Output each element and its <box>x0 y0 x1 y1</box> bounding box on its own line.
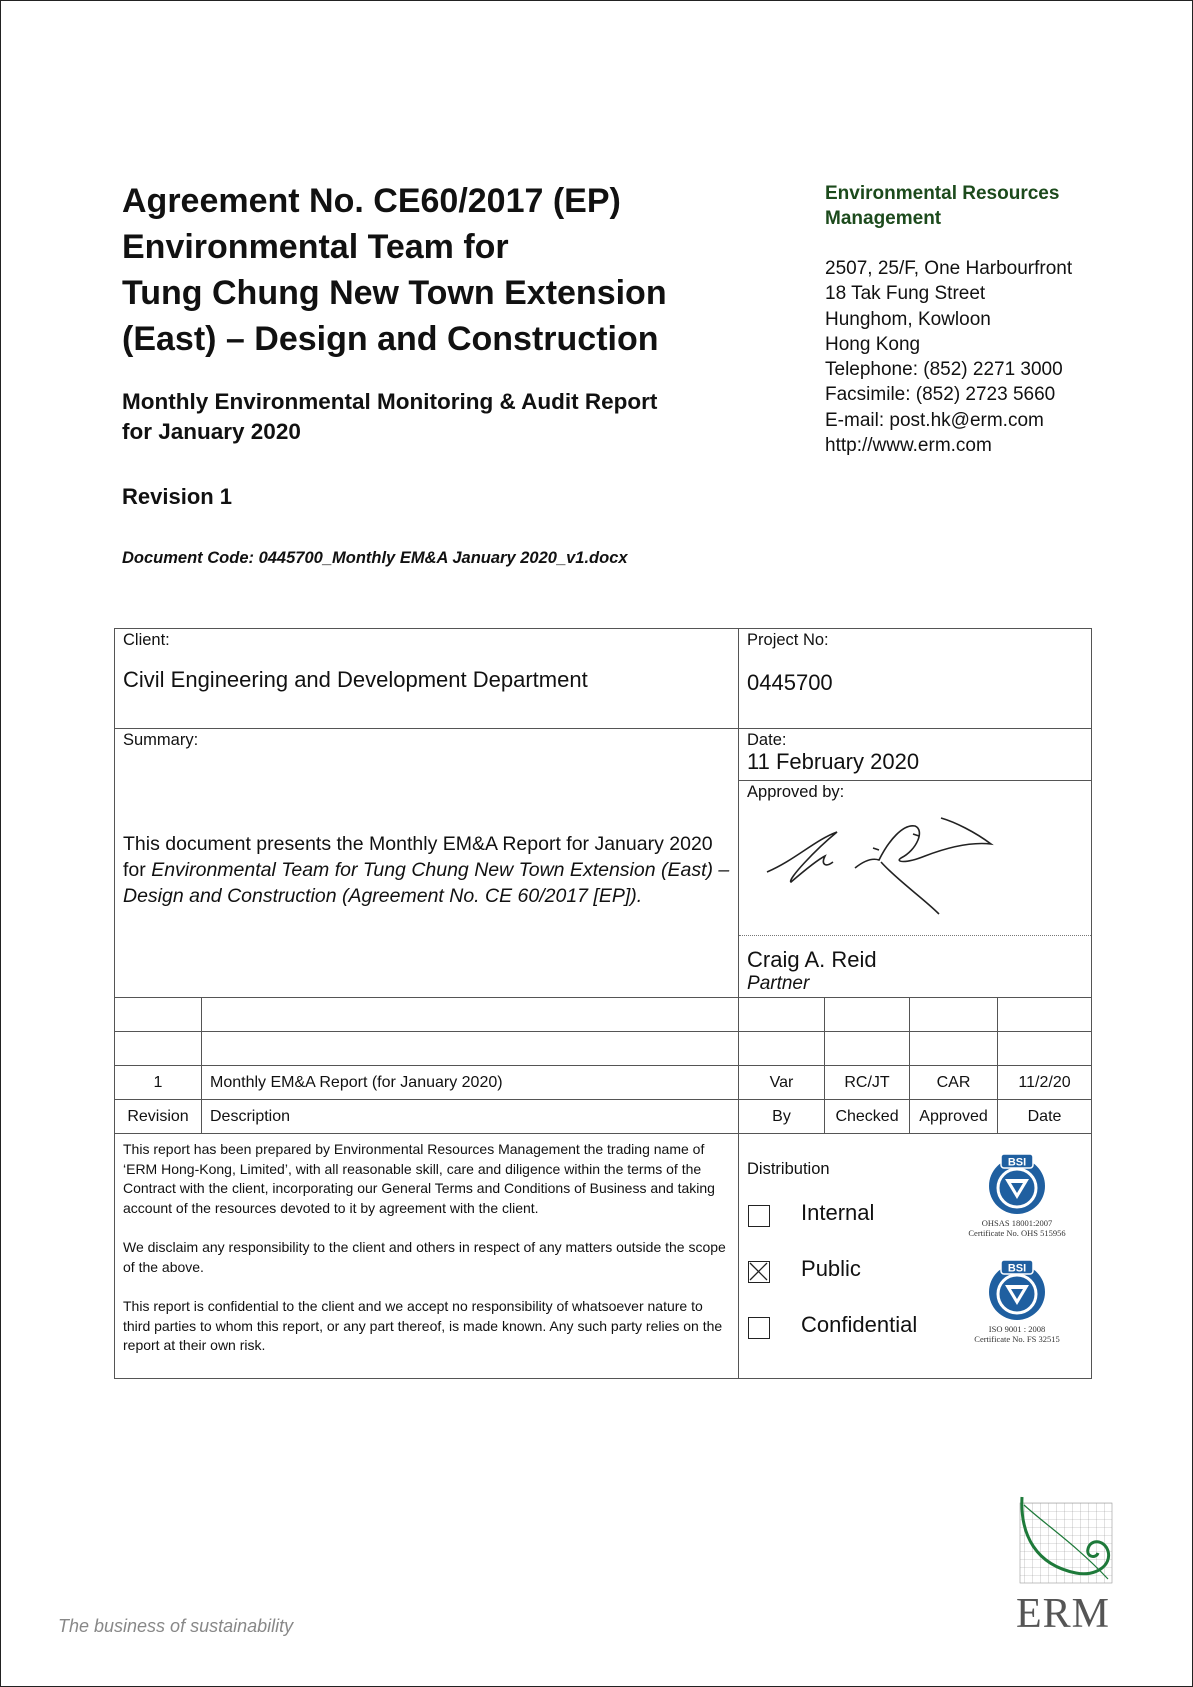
ohsas-cert-caption <box>957 1218 1077 1238</box>
header-revision: Revision <box>115 1100 202 1134</box>
document-code: Document Code: 0445700_Monthly EM&A January 2020_v1.docx <box>122 549 628 567</box>
bsi-badge-text: BSI <box>1007 1262 1027 1275</box>
revision-checked: RC/JT <box>825 1066 910 1100</box>
header-approved: Approved <box>910 1100 998 1134</box>
revision-date: 11/2/20 <box>998 1066 1092 1100</box>
signature-image <box>755 810 1035 930</box>
facsimile: Facsimile: (852) 2723 5660 <box>825 384 1056 406</box>
client-value: Civil Engineering and Development Department <box>123 667 588 692</box>
cert-line: OHSAS 18001:2007 <box>981 1218 1053 1228</box>
internal-checkbox[interactable] <box>748 1205 770 1227</box>
bsi-ohsas-badge-icon <box>985 1152 1049 1216</box>
disclaimer-paragraph: This report is confidential to the client and we accept no responsibility of whatsoever nature to third parties to whom this report, or any part thereof, is made known. Any such party relies on the report at their own risk. <box>123 1298 723 1353</box>
cert-line: Certificate No. OHS 515956 <box>968 1228 1066 1238</box>
summary-text <box>123 831 733 909</box>
approval-cell <box>739 781 1092 998</box>
approver-title: Partner <box>747 973 810 994</box>
date-label: Date: <box>747 731 787 749</box>
disclaimer-paragraph: This report has been prepared by Environmental Resources Management the trading name of ‘ERM Hong-Kong, Limited’, with all reasonable skill, care and diligence within the terms of the Contract with the client, incorporating our General Terms and Conditions of Business and taking account of the resources devoted to it by agreement with the client. <box>123 1141 715 1216</box>
company-name-line: Management <box>825 208 942 229</box>
revision-row <box>115 1066 1092 1100</box>
revision-by: Var <box>739 1066 825 1100</box>
address-line: Hong Kong <box>825 333 921 355</box>
summary-text-italic: Environmental Team for Tung Chung New Town Extension (East) – Design and Construction (Agreement No. CE 60/2017 [EP]). <box>123 859 730 907</box>
footer-tagline: The business of sustainability <box>58 1616 294 1636</box>
header-checked: Checked <box>825 1100 910 1134</box>
date-cell <box>739 729 1092 781</box>
checkbox-cross-icon <box>749 1262 768 1281</box>
approver-name: Craig A. Reid <box>747 947 877 972</box>
company-contact-block <box>825 181 1155 458</box>
summary-text-plain: This document presents the Monthly EM&A Report for January 2020 for <box>123 833 713 881</box>
internal-label: Internal <box>801 1200 875 1225</box>
revision-approved: CAR <box>910 1066 998 1100</box>
subtitle-line: Monthly Environmental Monitoring & Audit Report <box>122 389 658 414</box>
address-line: 18 Tak Fung Street <box>825 283 986 305</box>
iso-cert-caption <box>957 1324 1077 1344</box>
title-line: (East) – Design and Construction <box>122 320 659 358</box>
title-line: Environmental Team for <box>122 228 509 266</box>
header-date: Date <box>998 1100 1092 1134</box>
address-line: Hunghom, Kowloon <box>825 308 991 330</box>
disclaimer-cell <box>115 1134 739 1379</box>
bsi-iso-badge-icon <box>985 1258 1049 1322</box>
website-link[interactable]: http://www.erm.com <box>825 435 992 457</box>
revision-number: 1 <box>115 1066 202 1100</box>
bsi-badge-text: BSI <box>1007 1156 1027 1169</box>
disclaimer-paragraph: We disclaim any responsibility to the client and others in respect of any matters outside the scope of the above. <box>123 1239 726 1275</box>
title-line: Tung Chung New Town Extension <box>122 274 667 312</box>
client-label: Client: <box>123 631 170 649</box>
client-cell <box>115 629 739 729</box>
company-name <box>825 181 1155 231</box>
project-number: 0445700 <box>747 670 833 695</box>
approved-label: Approved by: <box>747 783 845 801</box>
subtitle-line: for January 2020 <box>122 419 301 444</box>
signature-area <box>739 806 1091 936</box>
distribution-cell <box>739 1134 1092 1379</box>
erm-logo-wordmark: ERM <box>1016 1591 1111 1637</box>
erm-logo-icon <box>1016 1495 1120 1587</box>
confidential-label: Confidential <box>801 1312 918 1337</box>
project-label: Project No: <box>747 631 829 649</box>
revision-header-row <box>115 1100 1092 1134</box>
header-description: Description <box>202 1100 739 1134</box>
revision-heading: Revision 1 <box>122 484 233 509</box>
header-by: By <box>739 1100 825 1134</box>
table-row <box>115 998 1092 1032</box>
public-label: Public <box>801 1256 861 1281</box>
report-title <box>122 178 742 362</box>
address-line: 2507, 25/F, One Harbourfront <box>825 258 1073 279</box>
project-cell <box>739 629 1092 729</box>
company-address <box>825 256 1155 458</box>
email[interactable]: E-mail: post.hk@erm.com <box>825 409 1044 431</box>
summary-label: Summary: <box>123 731 199 749</box>
date-value: 11 February 2020 <box>747 749 920 774</box>
cert-line: Certificate No. FS 32515 <box>974 1334 1060 1344</box>
revision-description: Monthly EM&A Report (for January 2020) <box>202 1066 739 1100</box>
report-subtitle <box>122 387 722 447</box>
confidential-checkbox[interactable] <box>748 1317 770 1339</box>
telephone: Telephone: (852) 2271 3000 <box>825 359 1063 381</box>
distribution-label: Distribution <box>747 1160 830 1178</box>
title-line: Agreement No. CE60/2017 (EP) <box>122 182 621 220</box>
summary-cell <box>115 729 739 998</box>
cert-line: ISO 9001 : 2008 <box>988 1324 1046 1334</box>
table-row <box>115 1032 1092 1066</box>
company-name-line: Environmental Resources <box>825 183 1060 204</box>
public-checkbox[interactable] <box>748 1261 770 1283</box>
document-info-table <box>114 628 1092 1379</box>
